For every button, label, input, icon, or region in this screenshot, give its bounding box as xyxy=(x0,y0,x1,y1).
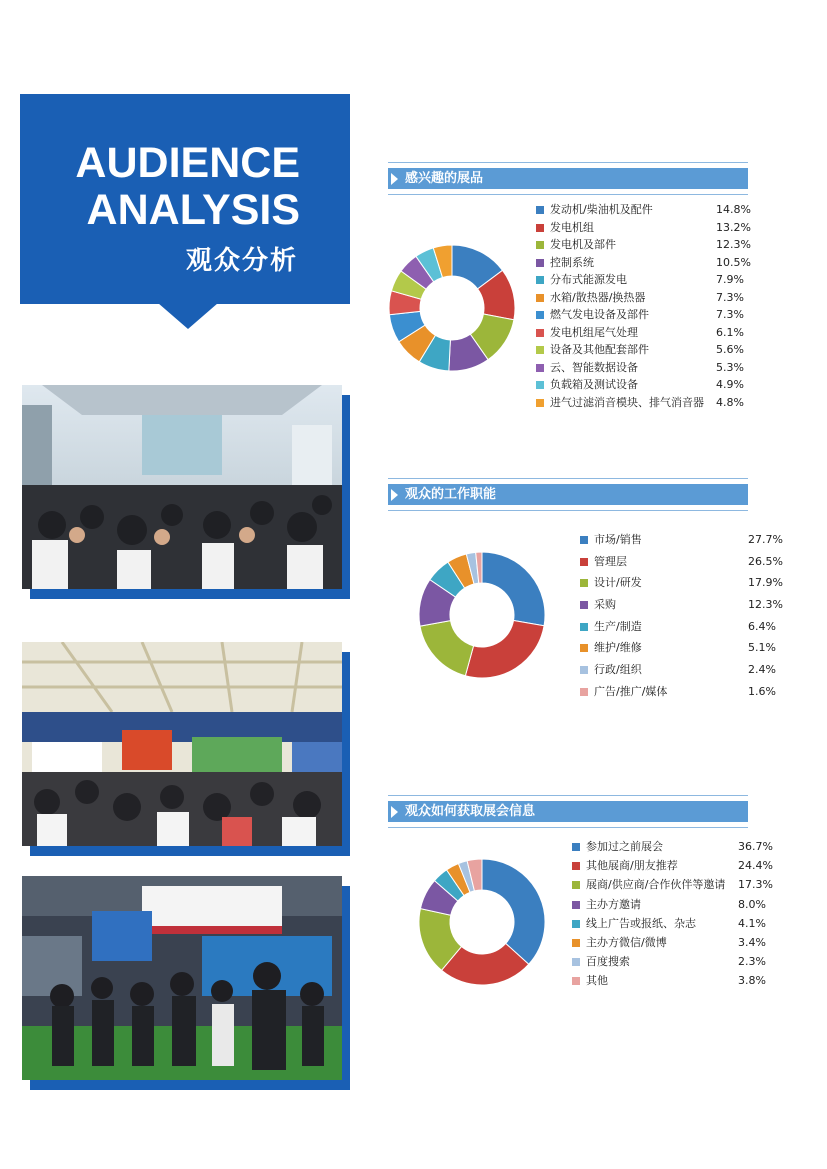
legend-swatch xyxy=(580,644,588,652)
legend-swatch xyxy=(580,688,588,696)
legend-label: 设备及其他配套部件 xyxy=(550,343,649,356)
legend-swatch xyxy=(572,843,580,851)
legend-label: 行政/组织 xyxy=(594,663,642,677)
legend-item xyxy=(536,254,751,272)
section-header-job-function xyxy=(388,484,748,505)
legend-item xyxy=(572,856,773,875)
legend-item xyxy=(536,219,751,237)
legend-item xyxy=(572,837,773,856)
legend-value: 2.4% xyxy=(748,663,776,677)
legend-swatch xyxy=(536,259,544,267)
title-banner xyxy=(20,94,350,304)
legend-label: 主办方邀请 xyxy=(586,897,641,911)
section-arrow-icon xyxy=(391,489,398,501)
legend-label: 管理层 xyxy=(594,554,627,568)
pie-slice-1 xyxy=(482,859,545,964)
legend-value: 12.3% xyxy=(748,598,783,612)
legend-value: 6.1% xyxy=(716,325,744,339)
legend-label: 云、智能数据设备 xyxy=(550,360,638,374)
donut-chart-exhibits xyxy=(386,242,518,374)
legend-swatch xyxy=(572,958,580,966)
legend-item xyxy=(572,875,773,894)
legend-label: 百度搜索 xyxy=(586,955,630,969)
legend-swatch xyxy=(580,579,588,587)
legend-item xyxy=(580,659,776,681)
legend-label: 发电机及部件 xyxy=(550,238,616,251)
legend-value: 2.3% xyxy=(738,955,766,969)
legend-item xyxy=(536,306,751,324)
legend-item xyxy=(536,236,751,254)
legend-item xyxy=(580,572,783,594)
legend-label: 发动机/柴油机及配件 xyxy=(550,203,653,216)
legend-item xyxy=(536,359,751,377)
section-title: 观众如何获取展会信息 xyxy=(405,804,536,819)
legend-swatch xyxy=(536,364,544,372)
legend-swatch xyxy=(536,276,544,284)
legend-value: 3.8% xyxy=(738,974,766,988)
legend-item xyxy=(536,341,751,359)
legend-swatch xyxy=(536,206,544,214)
legend-value: 24.4% xyxy=(738,859,773,873)
legend-swatch xyxy=(536,329,544,337)
legend-value: 27.7% xyxy=(748,533,783,546)
legend-value: 3.4% xyxy=(738,935,766,949)
title-line-1: AUDIENCE xyxy=(75,139,300,187)
legend-value: 5.1% xyxy=(748,641,776,655)
pie-slice-1 xyxy=(482,552,545,626)
title-line-2: ANALYSIS xyxy=(86,186,300,234)
legend-label: 分布式能源发电 xyxy=(550,273,627,286)
legend-value: 6.4% xyxy=(748,619,776,633)
legend-value: 7.3% xyxy=(716,308,744,321)
legend-value: 10.5% xyxy=(716,255,751,269)
legend-item xyxy=(580,594,783,616)
legend-swatch xyxy=(536,346,544,354)
legend-value: 14.8% xyxy=(716,203,751,216)
legend-label: 参加过之前展会 xyxy=(586,840,663,853)
legend-swatch xyxy=(580,666,588,674)
legend-label: 其他 xyxy=(586,974,608,988)
legend-swatch xyxy=(536,399,544,407)
legend-label: 发电机组尾气处理 xyxy=(550,325,638,339)
section-title: 感兴趣的展品 xyxy=(405,171,484,186)
legend-swatch xyxy=(572,901,580,909)
exhibitor-booth-photo xyxy=(22,876,342,1080)
exhibition-hall-photo xyxy=(22,642,342,846)
legend-item xyxy=(536,324,751,342)
legend-item xyxy=(580,616,776,638)
legend-swatch xyxy=(536,381,544,389)
legend-swatch xyxy=(580,601,588,609)
legend-item xyxy=(536,376,751,394)
legend-value: 8.0% xyxy=(738,897,766,911)
legend-value: 7.9% xyxy=(716,273,744,286)
legend-label: 生产/制造 xyxy=(594,619,642,633)
section-arrow-icon xyxy=(391,806,398,818)
legend-label: 负载箱及测试设备 xyxy=(550,378,638,391)
legend-label: 维护/维修 xyxy=(594,641,642,655)
section-header-exhibits xyxy=(388,168,748,189)
legend-label: 进气过滤消音模块、排气消音器 xyxy=(550,395,704,409)
legend-swatch xyxy=(536,241,544,249)
legend-swatch xyxy=(572,881,580,889)
legend-swatch xyxy=(580,536,588,544)
legend-item xyxy=(572,933,766,952)
legend-item xyxy=(536,289,751,307)
legend-swatch xyxy=(536,311,544,319)
legend-exhibits xyxy=(536,201,751,411)
legend-label: 水箱/散热器/换热器 xyxy=(550,290,646,304)
legend-value: 17.3% xyxy=(738,878,773,892)
legend-item xyxy=(536,271,751,289)
legend-swatch xyxy=(580,558,588,566)
legend-swatch xyxy=(572,920,580,928)
legend-label: 采购 xyxy=(594,598,616,612)
legend-swatch xyxy=(572,862,580,870)
legend-info-source xyxy=(572,837,773,991)
donut-chart-job-function xyxy=(416,549,548,681)
legend-item xyxy=(580,681,776,703)
legend-label: 控制系统 xyxy=(550,255,594,269)
legend-item xyxy=(572,952,766,971)
legend-value: 4.8% xyxy=(716,395,744,409)
section-header-info-source xyxy=(388,801,748,822)
legend-label: 发电机组 xyxy=(550,220,594,234)
pie-slice-3 xyxy=(420,621,474,676)
legend-swatch xyxy=(580,623,588,631)
legend-value: 12.3% xyxy=(716,238,751,251)
section-title: 观众的工作职能 xyxy=(405,487,497,502)
legend-item xyxy=(580,637,776,659)
legend-label: 展商/供应商/合作伙伴等邀请 xyxy=(586,878,726,892)
legend-job-function xyxy=(580,529,783,703)
page-title-en xyxy=(75,140,300,234)
donut-chart-info-source xyxy=(416,856,548,988)
legend-swatch xyxy=(572,977,580,985)
legend-item xyxy=(572,914,766,933)
legend-swatch xyxy=(572,939,580,947)
legend-item xyxy=(580,551,783,573)
legend-value: 5.6% xyxy=(716,343,744,356)
title-arrow-icon xyxy=(158,303,218,329)
legend-label: 线上广告或报纸、杂志 xyxy=(586,916,696,930)
legend-label: 其他展商/朋友推荐 xyxy=(586,859,678,873)
legend-value: 13.2% xyxy=(716,220,751,234)
legend-value: 4.9% xyxy=(716,378,744,391)
legend-label: 主办方微信/微博 xyxy=(586,935,667,949)
legend-value: 17.9% xyxy=(748,576,783,590)
legend-value: 4.1% xyxy=(738,916,766,930)
pie-slice-2 xyxy=(465,620,544,678)
legend-label: 燃气发电设备及部件 xyxy=(550,308,649,321)
legend-item xyxy=(536,394,751,412)
legend-value: 26.5% xyxy=(748,554,783,568)
legend-item xyxy=(580,529,783,551)
legend-value: 7.3% xyxy=(716,290,744,304)
legend-swatch xyxy=(536,294,544,302)
crowd-hall-photo xyxy=(22,385,342,589)
legend-label: 设计/研发 xyxy=(594,576,642,590)
legend-label: 广告/推广/媒体 xyxy=(594,684,668,698)
legend-item xyxy=(572,895,766,914)
legend-value: 5.3% xyxy=(716,360,744,374)
section-arrow-icon xyxy=(391,173,398,185)
legend-item xyxy=(572,971,766,990)
page-title-cn: 观众分析 xyxy=(185,246,298,276)
legend-swatch xyxy=(536,224,544,232)
legend-value: 1.6% xyxy=(748,684,776,698)
legend-item xyxy=(536,201,751,219)
legend-value: 36.7% xyxy=(738,840,773,853)
legend-label: 市场/销售 xyxy=(594,533,642,546)
